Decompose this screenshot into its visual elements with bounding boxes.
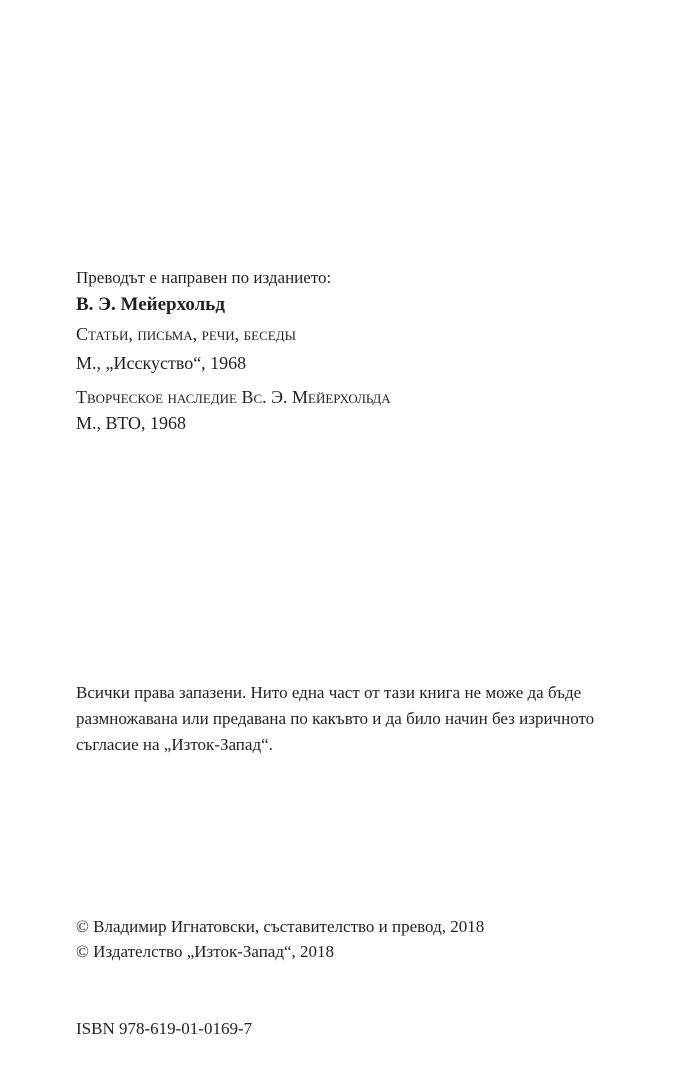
source-edition-block xyxy=(76,266,640,435)
source-title-2: Творческое наследие Вс. Э. Мейерхольда xyxy=(76,387,391,407)
rights-notice xyxy=(76,680,640,758)
copyright-notice xyxy=(76,914,640,964)
copyright-line-publisher: © Издателство „Изток-Запад“, 2018 xyxy=(76,942,335,961)
source-author: В. Э. Мейерхольд xyxy=(76,294,225,315)
isbn-number: ISBN 978-619-01-0169-7 xyxy=(76,1019,253,1038)
source-title-1: Статьи, письма, речи, беседы xyxy=(76,324,296,344)
copyright-line-translator: © Владимир Игнатовски, съставителство и превод, 2018 xyxy=(76,917,485,936)
isbn-block xyxy=(76,1017,640,1041)
source-intro-text: Преводът е направен по изданието: xyxy=(76,268,332,287)
rights-line: размножавана или предавана по какъвто и да било начин без изричното xyxy=(76,709,595,728)
source-publication-1: М., „Исскуство“, 1968 xyxy=(76,353,247,373)
source-publication-2: М., ВТО, 1968 xyxy=(76,413,187,433)
rights-line: Всички права запазени. Нито една част от тази книга не може да бъде xyxy=(76,683,582,702)
rights-line: съгласие на „Изток-Запад“. xyxy=(76,735,273,754)
